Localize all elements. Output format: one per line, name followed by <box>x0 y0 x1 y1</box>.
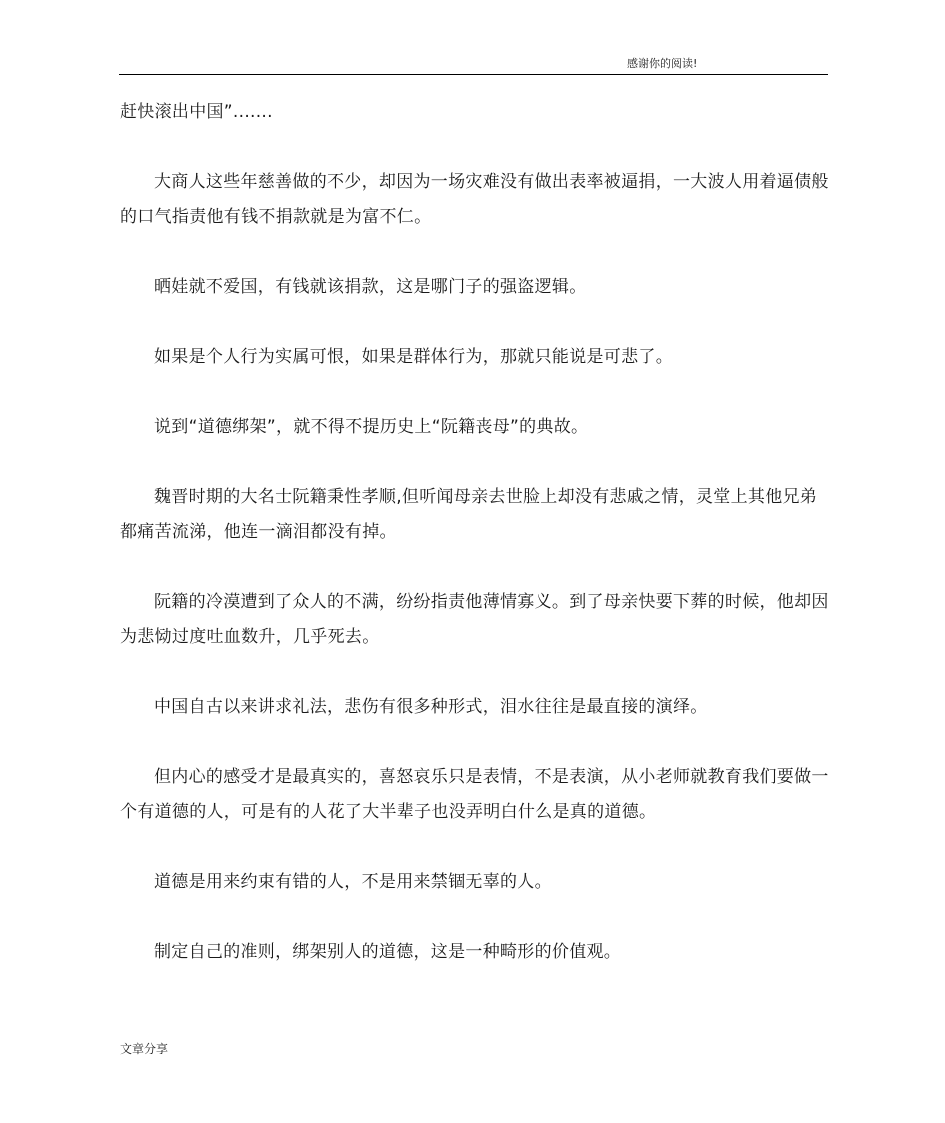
article-body <box>120 95 830 970</box>
paragraph-4: 如果是个人行为实属可恨，如果是群体行为，那就只能说是可悲了。 <box>154 347 673 367</box>
header-divider <box>119 74 828 75</box>
paragraph-7: 阮籍的冷漠遭到了众人的不满，纷纷指责他薄情寡义。到了母亲快要下葬的时候，他却因为悲恸过度吐血数升，几乎死去。 <box>120 592 829 647</box>
paragraph-8: 中国自古以来讲求礼法，悲伤有很多种形式，泪水往往是最直接的演绎。 <box>154 697 708 717</box>
paragraph-9: 但内心的感受才是最真实的，喜怒哀乐只是表情，不是表演，从小老师就教育我们要做一个有道德的人，可是有的人花了大半辈子也没弄明白什么是真的道德。 <box>120 767 829 822</box>
paragraph-11: 制定自己的准则，绑架别人的道德，这是一种畸形的价值观。 <box>154 942 622 962</box>
paragraph-10: 道德是用来约束有错的人，不是用来禁锢无辜的人。 <box>154 872 552 892</box>
paragraph-3: 晒娃就不爱国，有钱就该捐款，这是哪门子的强盗逻辑。 <box>154 277 587 297</box>
paragraph-6: 魏晋时期的大名士阮籍秉性孝顺,但听闻母亲去世脸上却没有悲戚之情，灵堂上其他兄弟都痛苦流涕，他连一滴泪都没有掉。 <box>120 487 818 542</box>
paragraph-5: 说到“道德绑架”，就不得不提历史上“阮籍丧母”的典故。 <box>154 417 589 437</box>
page-footer-text: 文章分享 <box>120 1042 169 1056</box>
paragraph-2: 大商人这些年慈善做的不少，却因为一场灾难没有做出表率被逼捐，一大波人用着逼债般的口气指责他有钱不捐款就是为富不仁。 <box>120 172 829 227</box>
paragraph-1: 赶快滚出中国”....... <box>120 102 273 122</box>
page-header-text: 感谢你的阅读! <box>627 57 698 70</box>
